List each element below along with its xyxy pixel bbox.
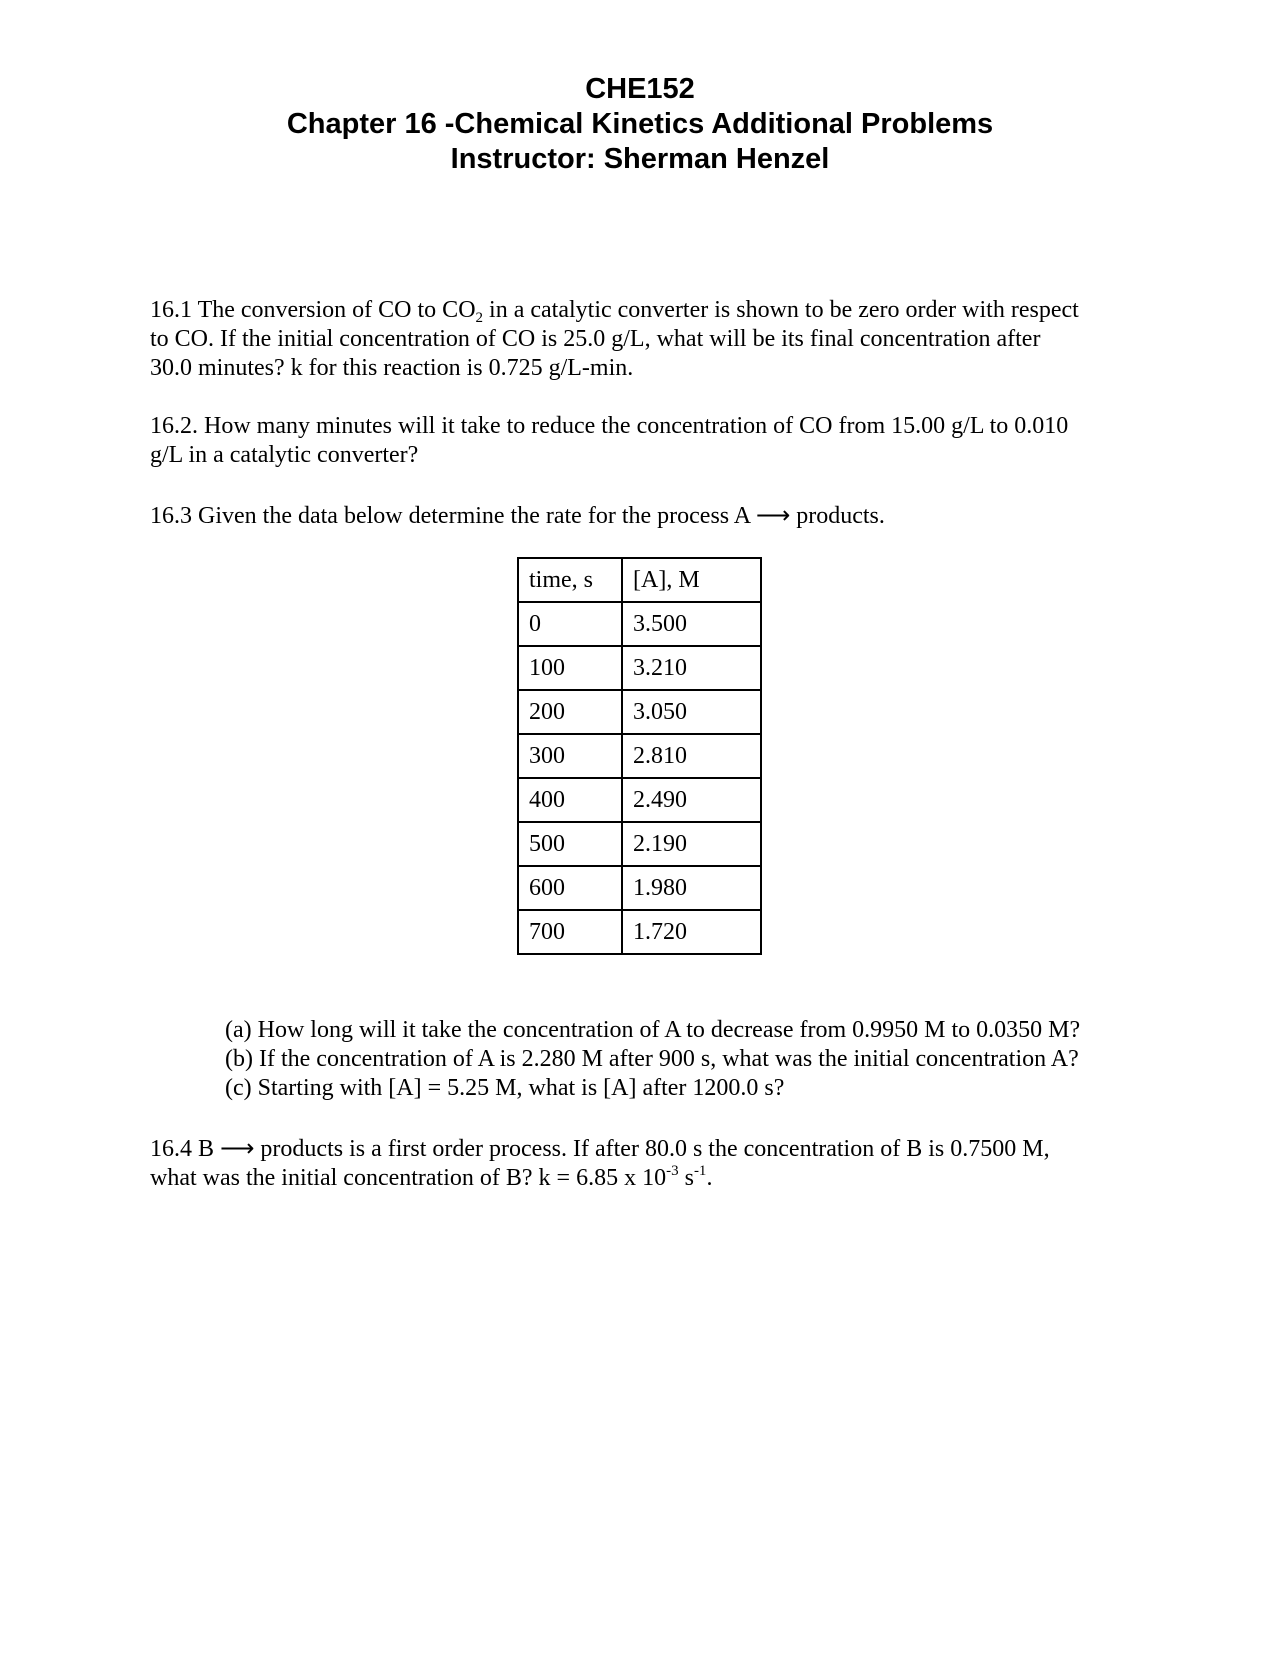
problem-16-1-line-1: 16.1 The conversion of CO to $CO_2$ in a catalytic converter is shown to be zero order with respect — [150, 297, 1079, 326]
superscript: -1 — [693, 1163, 707, 1179]
table-cell: 300 — [518, 734, 622, 778]
table-cell: 200 — [518, 690, 622, 734]
table-row — [518, 690, 761, 734]
concentration-time-table — [517, 557, 762, 955]
table-cell: 600 — [518, 866, 622, 910]
table-cell: 700 — [518, 910, 622, 954]
table-header-cell: time, s — [518, 558, 622, 602]
reaction-arrow-icon: ⟶ — [755, 501, 791, 529]
problem-16-4 — [150, 1134, 1150, 1193]
table-cell: 1.720 — [622, 910, 761, 954]
table-row — [518, 822, 761, 866]
subquestion-c: (c) Starting with [A] = 5.25 M, what is [A] after 1200.0 s? — [225, 1075, 785, 1101]
table-row — [518, 866, 761, 910]
document-header — [0, 72, 1280, 177]
problem-16-1-line-2: to CO. If the initial concentration of CO is 25.0 g/L, what will be its final concentration after — [150, 326, 1041, 352]
problem-16-3-line-1: 16.3 Given the data below determine the rate for the process A ⟶ products. — [150, 501, 885, 529]
problem-16-1 — [150, 296, 1150, 383]
table-header-row — [518, 558, 761, 602]
superscript: -3 — [666, 1163, 679, 1179]
course-title: CHE152 — [585, 73, 695, 105]
problem-16-3-subquestions — [225, 1016, 1225, 1103]
table-cell: 2.810 — [622, 734, 761, 778]
table-cell: 1.980 — [622, 866, 761, 910]
problem-16-3 — [150, 501, 1150, 531]
table-row — [518, 602, 761, 646]
problem-16-2-line-2: g/L in a catalytic converter? — [150, 442, 419, 468]
subscript: 2 — [475, 310, 484, 326]
table-cell: 0 — [518, 602, 622, 646]
subquestion-b: (b) If the concentration of A is 2.280 M after 900 s, what was the initial concentration A? — [225, 1046, 1079, 1072]
instructor-name: Instructor: Sherman Henzel — [450, 143, 830, 175]
table-cell: 500 — [518, 822, 622, 866]
table-cell: 3.210 — [622, 646, 761, 690]
table-cell: 400 — [518, 778, 622, 822]
problem-16-4-line-2: what was the initial concentration of B? k = 6.85 x $10^{-3}$ $s^{-1}$. — [150, 1163, 713, 1191]
problem-16-2-line-1: 16.2. How many minutes will it take to reduce the concentration of CO from 15.00 g/L to 0.010 — [150, 413, 1069, 439]
subquestion-a: (a) How long will it take the concentration of A to decrease from 0.9950 M to 0.0350 M? — [225, 1017, 1081, 1043]
problem-16-2 — [150, 412, 1150, 470]
table-cell: 2.490 — [622, 778, 761, 822]
table-cell: 2.190 — [622, 822, 761, 866]
reaction-arrow-icon: ⟶ — [220, 1134, 255, 1162]
table-row — [518, 734, 761, 778]
table-header-cell: [A], M — [622, 558, 761, 602]
table-row — [518, 910, 761, 954]
problem-16-4-line-1: 16.4 B ⟶ products is a first order process. If after 80.0 s the concentration of B is 0.7500 M, — [150, 1134, 1050, 1162]
table-cell: 100 — [518, 646, 622, 690]
table-row — [518, 646, 761, 690]
problem-16-1-line-3: 30.0 minutes? k for this reaction is 0.725 g/L-min. — [150, 355, 634, 381]
table-cell: 3.500 — [622, 602, 761, 646]
table-row — [518, 778, 761, 822]
table-cell: 3.050 — [622, 690, 761, 734]
chapter-title: Chapter 16 -Chemical Kinetics Additional Problems — [286, 108, 994, 140]
